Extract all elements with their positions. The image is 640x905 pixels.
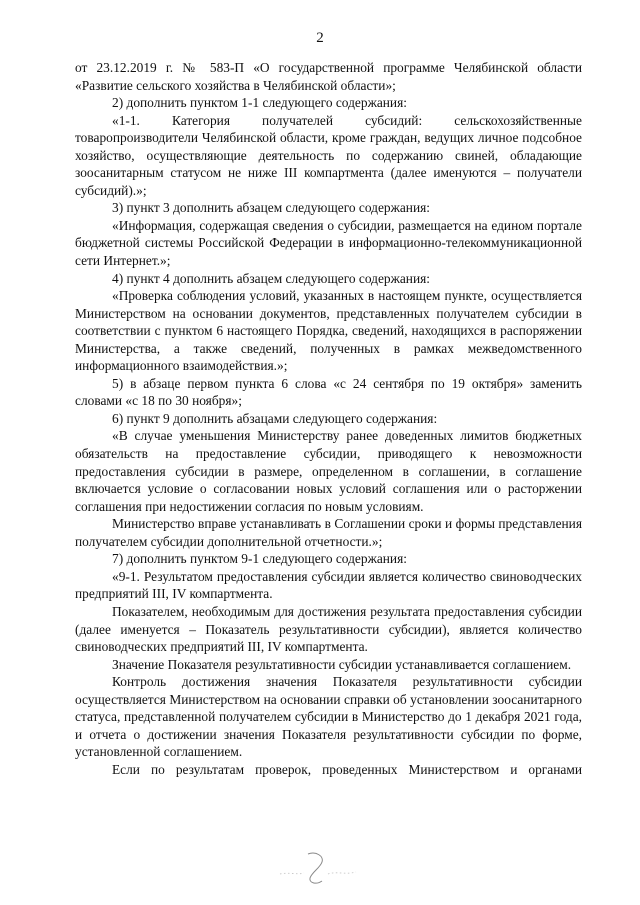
paragraph: Если по результатам проверок, проведенных Министерством и органами <box>112 761 582 777</box>
paragraph: «1-1. Категория получателей субсидий: сельскохозяйственные товаропроизводители Челябинской области, кроме граждан, ведущих личное подсобное хозяйство, осуществляющие деятельность по содержанию свиней, обладающие зоосанитарным статусом не ниже III компартмента (далее именуются – получатели субсидий).»; <box>75 112 582 198</box>
paragraph: 7) дополнить пунктом 9-1 следующего содержания: <box>112 551 407 567</box>
paragraph: «9-1. Результатом предоставления субсидии является количество свиноводческих предприятий III, IV компартмента. <box>75 568 582 602</box>
paragraph: 6) пункт 9 дополнить абзацами следующего содержания: <box>112 410 438 426</box>
paragraph: «Информация, содержащая сведения о субсидии, размещается на едином портале бюджетной системы Российской Федерации в информационно-телекоммуникационной сети Интернет.»; <box>75 217 582 269</box>
paragraph: Показателем, необходимым для достижения результата предоставления субсидии (далее именуется – Показатель результативности субсидии), является количество свиноводческих предприятий III, IV компартмента. <box>75 603 582 655</box>
paragraph: 2) дополнить пунктом 1-1 следующего содержания: <box>112 95 407 111</box>
paragraph: «В случае уменьшения Министерству ранее доведенных лимитов бюджетных обязательств на предоставление субсидии, приводящего к невозможности предоставления субсидии в размере, определенном в соглашении, в соглашение включается условие о согласовании новых условий соглашения или о расторжении соглашения при недостижении согласия по новым условиям. <box>75 428 582 514</box>
paragraph: 4) пункт 4 дополнить абзацем следующего содержания: <box>112 270 431 286</box>
initials-mark <box>270 850 365 890</box>
paragraph: от 23.12.2019 г. № 583-П «О государственной программе Челябинской области «Развитие сельского хозяйства в Челябинской области»; <box>75 60 582 93</box>
paragraph: Министерство вправе устанавливать в Соглашении сроки и формы представления получателем субсидии дополнительной отчетности.»; <box>75 516 582 549</box>
paragraph: 3) пункт 3 дополнить абзацем следующего содержания: <box>112 200 431 216</box>
paragraph: Контроль достижения значения Показателя результативности субсидии осуществляется Министерством на основании справки об установлении зоосанитарного статуса, представленной получателем субсидии в Министерство до 1 декабря 2021 года, и отчета о достижении значения Показателя результативности субсидии по форме, установленной соглашением. <box>75 674 582 760</box>
page-number: 2 <box>316 30 324 46</box>
document-body <box>75 59 582 778</box>
paragraph: 5) в абзаце первом пункта 6 слова «с 24 сентября по 19 октября» заменить словами «с 18 по 30 ноября»; <box>75 375 582 409</box>
paragraph: «Проверка соблюдения условий, указанных в настоящем пункте, осуществляется Министерством на основании документов, представленных получателем субсидии в соответствии с пунктом 6 настоящего Порядка, сведений, находящихся в распоряжении Министерства, а также сведений, полученных в рамках межведомственного информационного взаимодействия.»; <box>75 288 582 374</box>
paragraph: Значение Показателя результативности субсидии устанавливается соглашением. <box>112 656 572 672</box>
